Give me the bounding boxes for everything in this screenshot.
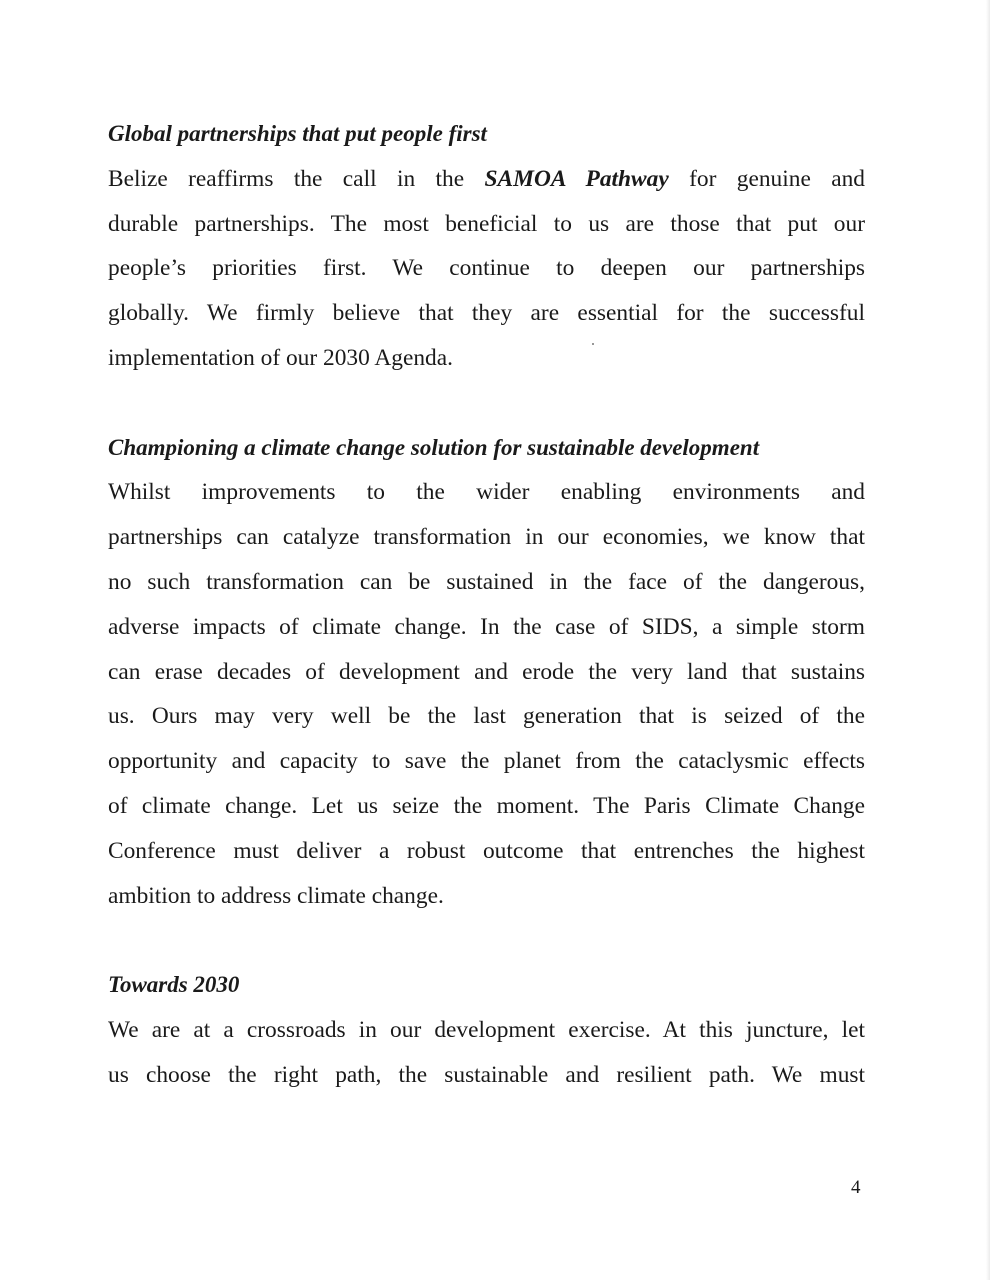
paragraph-line: can erase decades of development and erode the very land that sustains <box>108 658 865 685</box>
section-paragraph <box>108 157 865 381</box>
section-towards-2030 <box>108 963 865 1097</box>
paragraph-line: ambition to address climate change. <box>108 882 444 909</box>
scan-edge-shadow <box>986 0 990 1280</box>
paragraph-line: opportunity and capacity to save the planet from the cataclysmic effects <box>108 748 865 775</box>
section-spacer <box>108 918 865 963</box>
line-text: for genuine and <box>668 165 865 192</box>
paragraph-line: Whilst improvements to the wider enabling environments and <box>108 479 865 506</box>
section-heading: Championing a climate change solution for sustainable development <box>108 434 760 460</box>
line-text: Belize reaffirms the call in the <box>108 165 485 192</box>
paragraph-line: us choose the right path, the sustainable and resilient path. We must <box>108 1061 865 1088</box>
paragraph-line <box>108 157 865 202</box>
paragraph-line: partnerships can catalyze transformation in our economies, we know that <box>108 524 865 551</box>
paragraph-line: adverse impacts of climate change. In the case of SIDS, a simple storm <box>108 613 865 640</box>
scan-speck <box>592 343 594 345</box>
section-heading: Towards 2030 <box>108 972 240 998</box>
paragraph-line: Conference must deliver a robust outcome that entrenches the highest <box>108 837 865 864</box>
paragraph-line: of climate change. Let us seize the moment. The Paris Climate Change <box>108 792 865 819</box>
emphasis-text: SAMOA Pathway <box>484 165 669 192</box>
paragraph-line: no such transformation can be sustained in the face of the dangerous, <box>108 568 865 595</box>
paragraph-line: globally. We firmly believe that they are essential for the successful <box>108 300 865 327</box>
paragraph-line: durable partnerships. The most beneficial to us are those that put our <box>108 210 865 237</box>
paragraph-line: us. Ours may very well be the last generation that is seized of the <box>108 703 865 730</box>
section-spacer <box>108 381 865 426</box>
section-paragraph <box>108 1008 865 1098</box>
section-paragraph <box>108 470 865 918</box>
section-heading: Global partnerships that put people first <box>108 121 487 146</box>
section-climate-change <box>108 426 865 919</box>
section-global-partnerships <box>108 112 865 381</box>
document-body <box>108 112 865 1098</box>
paragraph-line: people’s priorities first. We continue to deepen our partnerships <box>108 255 865 282</box>
paragraph-line: implementation of our 2030 Agenda. <box>108 344 453 371</box>
paragraph-line: We are at a crossroads in our development exercise. At this juncture, let <box>108 1016 865 1043</box>
page-number: 4 <box>851 1177 861 1198</box>
